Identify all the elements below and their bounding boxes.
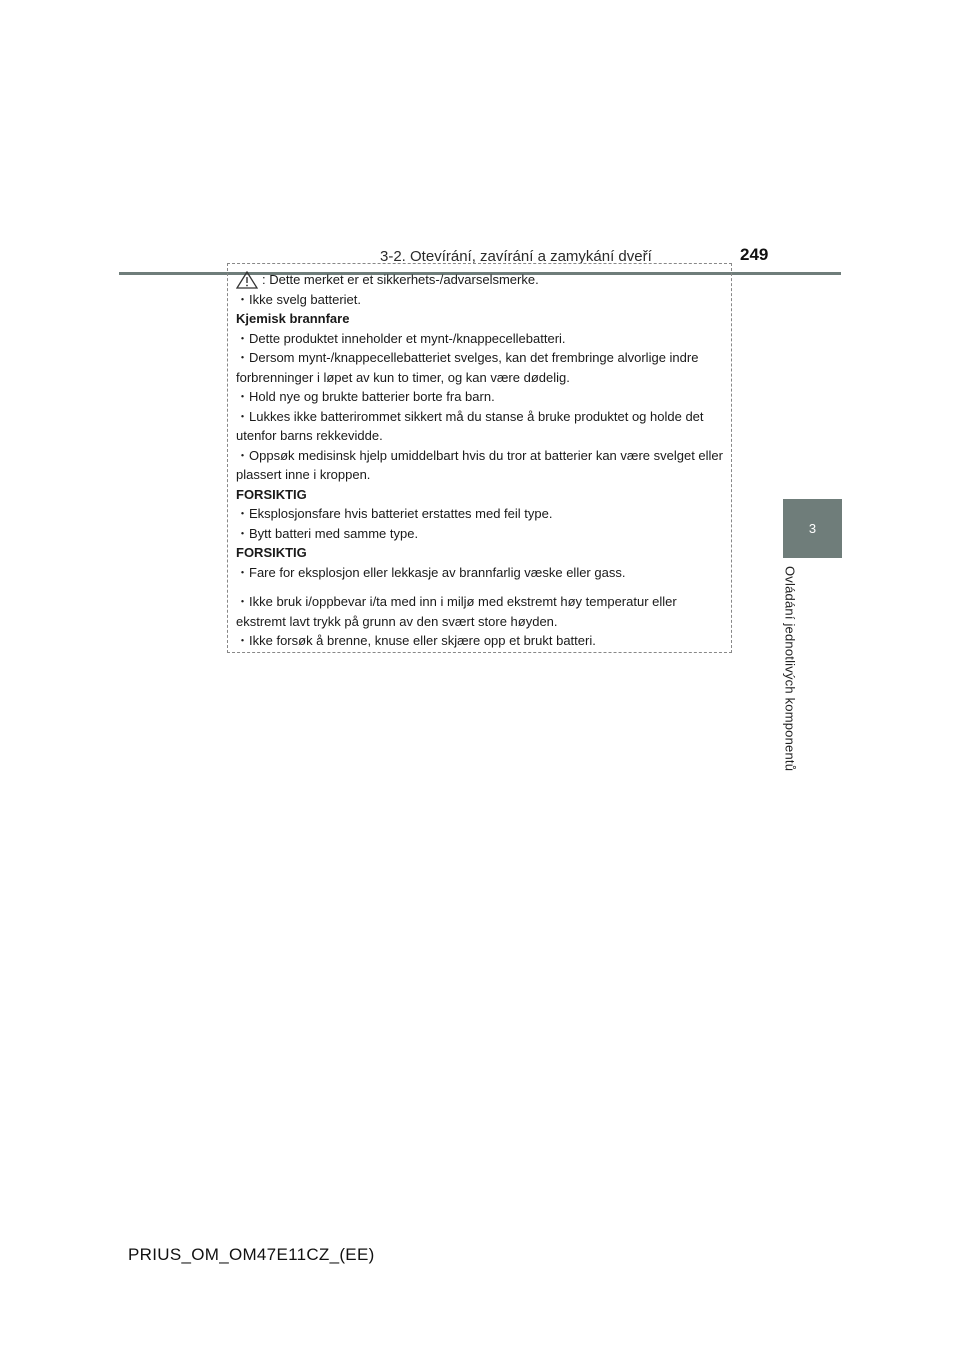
- warning-line: ・Bytt batteri med samme type.: [236, 525, 419, 541]
- warning-heading: FORSIKTIG: [236, 486, 307, 502]
- warning-line: ・Dette produktet inneholder et mynt-/knappecellebatteri.: [236, 330, 566, 346]
- warning-heading: FORSIKTIG: [236, 545, 307, 560]
- warning-symbol-text: : Dette merket er et sikkerhets-/advarselsmerke.: [262, 272, 539, 287]
- chapter-title: Ovládání jednotlivých komponentů: [782, 566, 798, 772]
- warning-line: ・Ikke svelg batteriet.: [236, 291, 361, 307]
- warning-line: ・Lukkes ikke batterirommet sikkert må du stanse å bruke produktet og holde det utenfor barns rekkevidde.: [236, 408, 704, 443]
- warning-line: ・Ikke forsøk å brenne, knuse eller skjære opp et brukt batteri.: [236, 633, 596, 648]
- warning-line: ・Ikke bruk i/oppbevar i/ta med inn i miljø med ekstremt høy temperatur eller ekstremt lavt trykk på grunn av den svært store høyden.: [236, 594, 677, 629]
- chapter-tab: [783, 499, 842, 558]
- warning-line: ・Eksplosjonsfare hvis batteriet erstattes med feil type.: [236, 506, 553, 521]
- warning-box: [227, 263, 732, 653]
- warning-line: ・Hold nye og brukte batterier borte fra barn.: [236, 389, 495, 404]
- chapter-number: 3: [808, 521, 817, 536]
- warning-line: ・Dersom mynt-/knappecellebatteriet svelges, kan det frembringe alvorlige indre forbrenninger i løpet av kun to timer, og kan være dødelig.: [236, 350, 699, 385]
- footer-document-code: PRIUS_OM_OM47E11CZ_(EE): [128, 1245, 375, 1264]
- warning-line: ・Oppsøk medisinsk hjelp umiddelbart hvis du tror at batterier kan være svelget eller plassert inne i kroppen.: [236, 447, 723, 482]
- page-number: 249: [740, 245, 769, 264]
- warning-triangle-icon: [236, 271, 258, 289]
- warning-heading: Kjemisk brannfare: [236, 311, 350, 326]
- page-header-title: 3-2. Otevírání, zavírání a zamykání dveří: [380, 248, 652, 265]
- warning-line: ・Fare for eksplosjon eller lekkasje av brannfarlig væske eller gass.: [236, 564, 626, 580]
- warning-symbol-line: [236, 270, 723, 290]
- chapter-side-label: [750, 564, 830, 774]
